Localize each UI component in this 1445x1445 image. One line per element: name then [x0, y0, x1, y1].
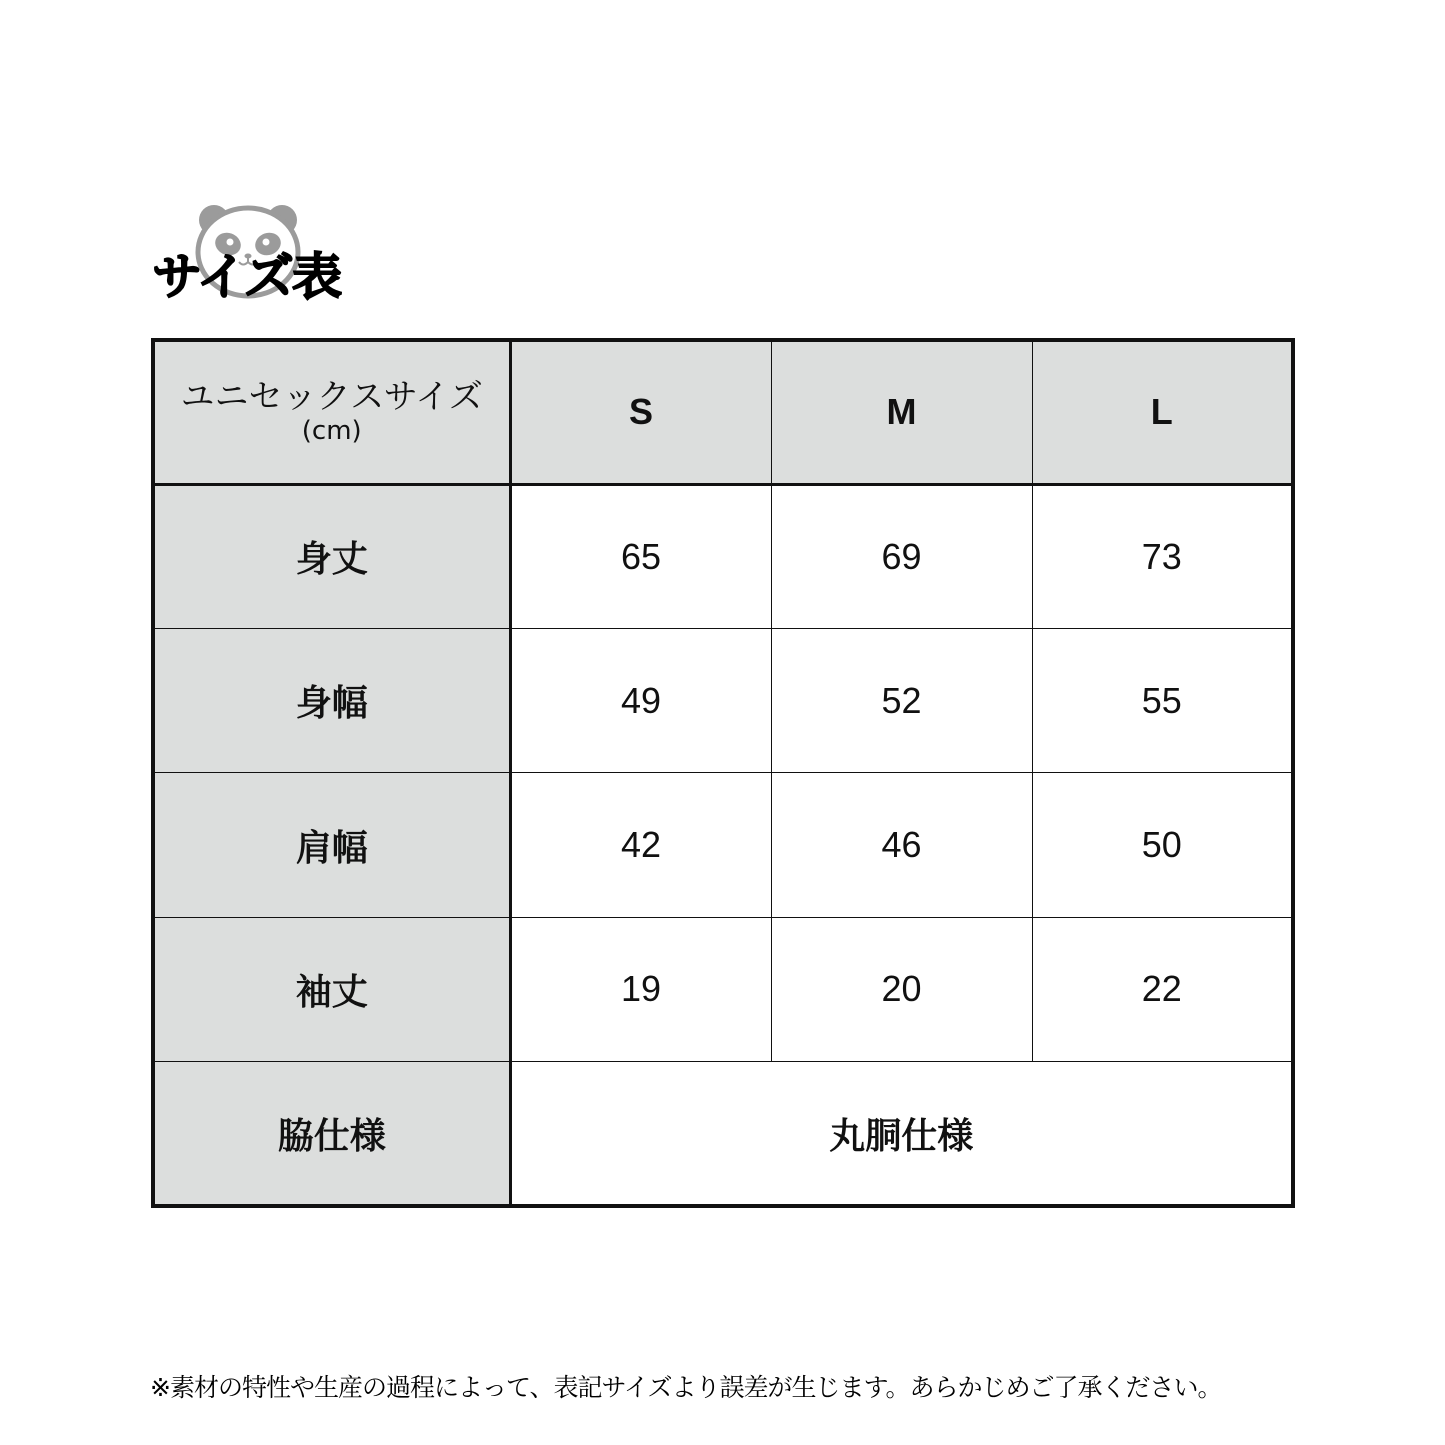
row-label: 袖丈 [153, 917, 510, 1061]
table-cell: 19 [510, 917, 771, 1061]
page-title: サイズ表 [152, 248, 340, 306]
disclaimer-note: ※素材の特性や生産の過程によって、表記サイズより誤差が生じます。あらかじめご了承ください。 [150, 1373, 1222, 1402]
row-label: 脇仕様 [153, 1062, 510, 1206]
table-row-merged [153, 1062, 1293, 1206]
size-header-m: M [771, 340, 1032, 484]
table-cell: 46 [771, 773, 1032, 917]
table-cell: 65 [510, 484, 771, 628]
size-header-l: L [1032, 340, 1293, 484]
table-row [153, 917, 1293, 1061]
table-row [153, 629, 1293, 773]
table-cell: 52 [771, 629, 1032, 773]
size-table [151, 338, 1295, 1208]
table-cell: 20 [771, 917, 1032, 1061]
corner-unit: (cm) [301, 415, 362, 446]
row-label: 身丈 [153, 484, 510, 628]
table-row [153, 773, 1293, 917]
corner-title: ユニセックスサイズ [180, 377, 483, 418]
table-cell: 22 [1032, 917, 1293, 1061]
table-cell: 73 [1032, 484, 1293, 628]
table-cell: 49 [510, 629, 771, 773]
corner-cell [153, 340, 510, 484]
table-header-row [153, 340, 1293, 484]
table-cell: 55 [1032, 629, 1293, 773]
table-cell: 42 [510, 773, 771, 917]
row-label: 身幅 [153, 629, 510, 773]
row-label: 肩幅 [153, 773, 510, 917]
merged-cell: 丸胴仕様 [510, 1062, 1293, 1206]
table-cell: 50 [1032, 773, 1293, 917]
table-row [153, 484, 1293, 628]
size-header-s: S [510, 340, 771, 484]
table-cell: 69 [771, 484, 1032, 628]
